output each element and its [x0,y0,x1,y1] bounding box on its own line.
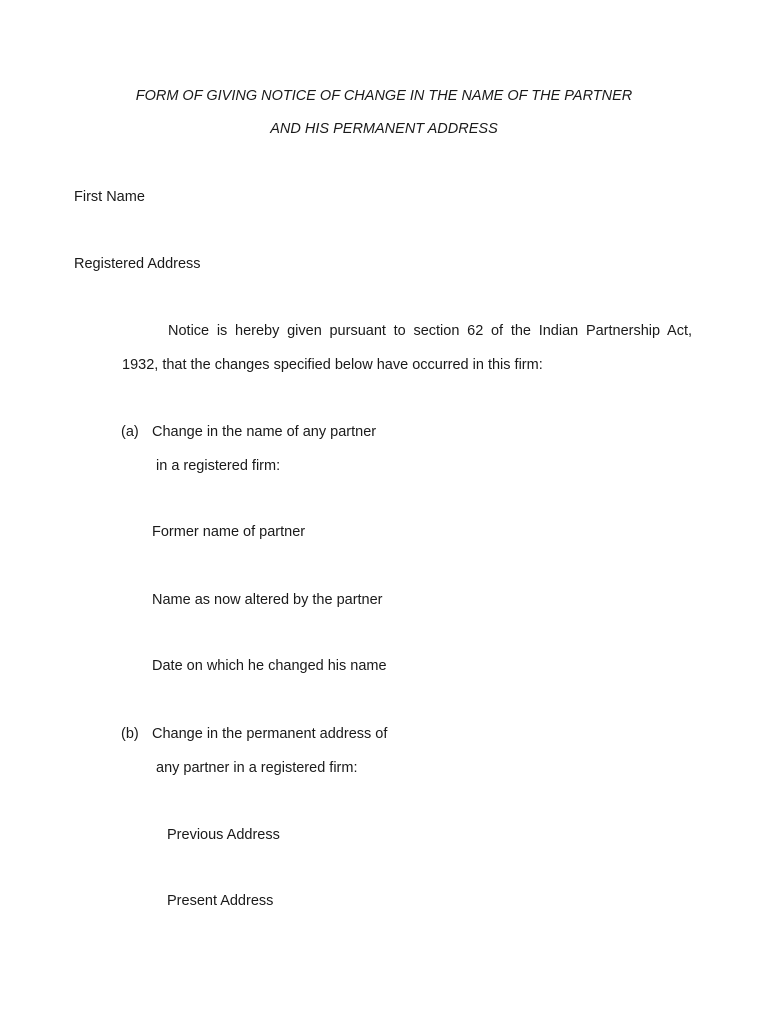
date-changed-label: Date on which he changed his name [152,658,387,674]
former-name-label: Former name of partner [152,524,306,540]
notice-text-line-1: Notice is hereby given pursuant to section 62 of the Indian Partnership Act, [168,323,692,339]
notice-paragraph-line-1 [122,322,692,340]
altered-name-label: Name as now altered by the partner [152,592,383,608]
previous-address-label: Previous Address [167,827,280,843]
present-address-label: Present Address [167,893,274,909]
section-a-marker: (a) [121,424,139,440]
section-b-heading-line-2: any partner in a registered firm: [156,760,358,776]
notice-paragraph-line-2: 1932, that the changes specified below have occurred in this firm: [122,357,543,373]
registered-address-label: Registered Address [74,256,201,272]
section-b-heading-line-1: Change in the permanent address of [152,726,388,742]
section-b-marker: (b) [121,726,139,742]
section-a-heading-line-1: Change in the name of any partner [152,424,377,440]
form-title-line-1: FORM OF GIVING NOTICE OF CHANGE IN THE NAME OF THE PARTNER [135,88,633,104]
first-name-label: First Name [74,189,145,205]
form-title-line-2: AND HIS PERMANENT ADDRESS [270,121,498,137]
section-a-heading-line-2: in a registered firm: [156,458,281,474]
